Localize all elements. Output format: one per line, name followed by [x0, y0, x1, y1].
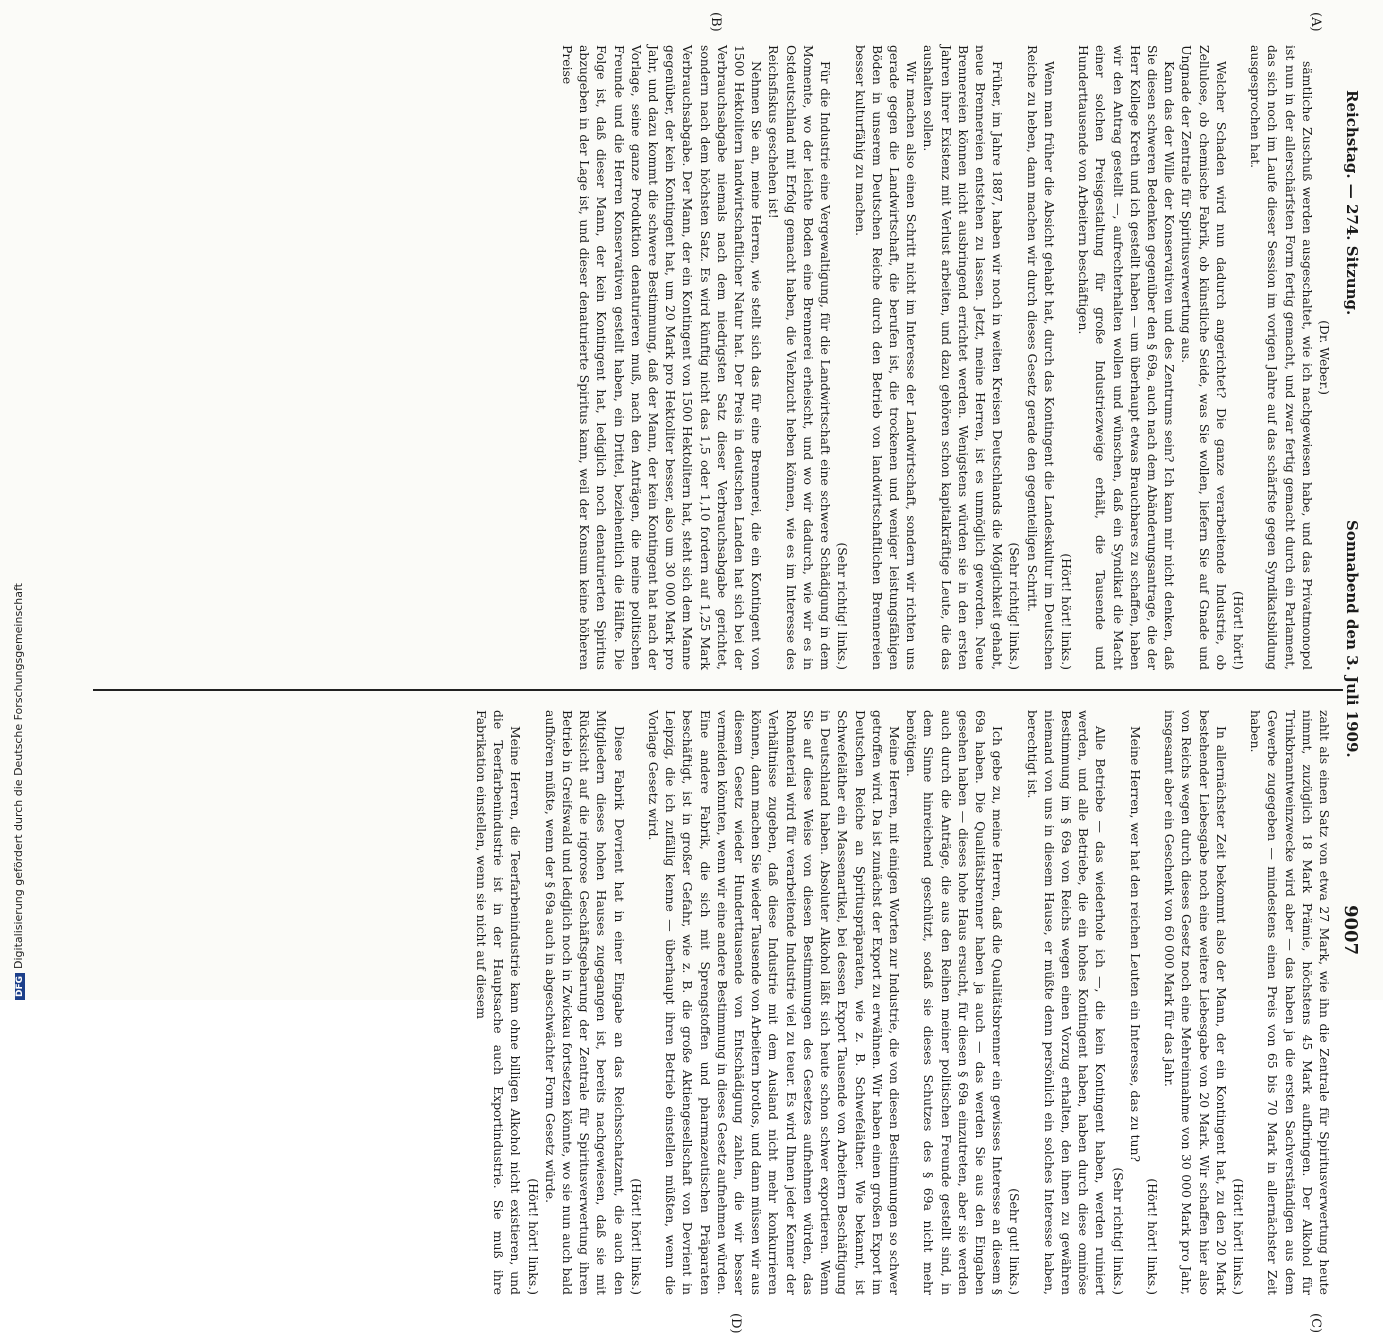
credit-strip [0, 0, 25, 1000]
dfg-logo: DFG [15, 973, 25, 1000]
paragraph: Wir machen also einen Schritt nicht im Interesse der Landwirtschaft, sondern wir richten uns gerade gegen die Landwirtschaft, die berufen ist, die trockenen und weniger leistungsfähigen Böden in unserem Deutschen Reiche durch den Betrieb von landwirtschaftlichen Brennereien besser kulturfähig zu machen. [852, 45, 920, 670]
paragraph: Früher, im Jahre 1887, haben wir noch in weiten Kreisen Deutschlands die Möglichkeit gehabt, neue Brennereien entstehen zu lassen. Jetzt, meine Herren, ist es unmöglich geworden. Neue Brennereien können nicht ausbringend errichtet werden. Wenigstens würden sie in den ersten Jahren ihrer Existenz mit Verlust arbeiten, und dazu gehören schon kapitalkräftige Leute, die das aushalten sollen. [921, 45, 1006, 670]
paragraph: Diese Fabrik Devrient hat in einer Eingabe an das Reichsschatzamt, die auch den Mitgliedern dieses hohen Hauses zugegangen ist, bereits nachgewiesen, daß sie mit Rücksicht auf die rigorose Geschäftsgebarung der Zentrale für Spiritusverwertung ihren Betrieb in Greifswald und lediglich noch in Zwickau fortsetzen könnte, wo sie nun auch bald aufhören müßte, wenn der § 69a auch in abgeschwächter Form Gesetz würde. [542, 710, 627, 1295]
interjection: (Sehr richtig! links.) [1110, 1167, 1126, 1295]
speaker-label: (Dr. Weber.) [1317, 320, 1332, 395]
page-number: 9007 [1340, 905, 1361, 956]
paragraph: Eine andere Fabrik, die sich mit Sprengstoffen und pharmazeutischen Präparaten beschäftigt, ist in großer Gefahr, wie z. B. die große Aktiengesellschaft von Devrient in Leipzig, die ich zufällig kenne — überhaupt ihren Betrieb einstellen müßten, wenn die Vorlage Gesetz wird. [646, 710, 713, 1295]
paragraph: Meine Herren, wer hat den reichen Leuten ein Interesse, das zu tun? [1127, 726, 1143, 1163]
paragraph: zahlt als einen Satz von etwa 27 Mark, wie ihn die Zentrale für Spiritusverwertung heute nimmt, zuzüglich 18 Mark Prämie, höchstens 45 Mark aufbringen. Der Alkohol für Trinkbranntweinzwecke wird aber — das haben ja die ersten Sachverständigen aus dem Gewerbe zugegeben — mindestens einen Preis von 65 bis 70 Mark in allernächster Zeit haben. [1248, 710, 1332, 1295]
paragraph: Alle Betriebe — das wiederhole ich —, die kein Kontingent haben, werden ruiniert werden, und alle Betriebe, die ein hohes Kontingent haben, haben durch diese ominöse Bestimmung im § 69a von Reichs wegen einen Vorzug erhalten, den ihnen zu gewähren niemand von uns in diesem Hause, er müßte denn persönlich ein solches Interesse haben, berechtigt ist. [1024, 710, 1109, 1295]
margin-mark-d: (D) [728, 1313, 743, 1334]
digitization-credit [12, 20, 25, 1000]
paragraph: Meine Herren, die Teerfarbenindustrie kann ohne billigen Alkohol nicht existieren, und die Teerfarbenindustrie ist in der Hauptsache auch Exportindustrie. Sie muß ihre Fabrikation einstellen, wenn sie nicht auf diesem [474, 710, 524, 1295]
interjection: (Sehr richtig! links.) [1007, 542, 1023, 670]
margin-mark-b: (B) [708, 12, 723, 32]
header-right: Sonnabend den 3. Juli 1909. [1343, 520, 1361, 758]
paragraph: Kann das der Wille der Konservativen und des Zentrums sein? Ich kann mir nicht denken, daß Sie diesen schweren Bedenken gegenüber den § 69a, auch nach dem Abänderungsantrage, die der Herr Kollege Kreth und ich gestellt haben — um überhaupt etwas Brauchbares zu schaffen, haben wir den Antrag gestellt —, aufrechterhalten wollen und wünschen, daß ein Syndikat die Macht einer solchen Preisgestaltung für große Industriezweige erhält, die Tausende und Hunderttausende von Arbeitern beschäftigen. [1076, 45, 1178, 670]
column-left [559, 45, 1333, 670]
paragraph: sämtliche Zuschuß werden ausgeschaltet, wie ich nachgewiesen habe, und das Privatmonopol ist nun in der allerschärfsten Form fertig gemacht, und zwar fertig gemacht durch ein Parlament, das sich noch im Laufe dieser Session im vorigen Jahre auf das schärfste gegen Syndikatsbildung ausgesprochen hat. [1248, 45, 1315, 670]
paragraph: Welcher Schaden wird nun dadurch angerichtet? Die ganze verarbeitende Industrie, ob Zellulose, ob chemische Fabrik, ob künstliche Seide, was Sie wollen, liefern Sie auf Gnade und Ungnade der Zentrale für Spiritusverwertung aus. [1179, 45, 1229, 670]
interjection: (Hört! hört! links.) [1058, 553, 1074, 670]
paragraph: Ich gebe zu, meine Herren, daß die Qualitätsbrenner ein gewisses Interesse an diesem § 69a haben. Die Qualitätsbrenner haben ja auch — das werden Sie aus den Eingaben gesehen haben — dieses hohe Haus ersucht, für diesen § 69a einzutreten, aber sie werden auch durch die Anträge, die aus den Reihen meiner politischen Freunde gestellt sind, in dem Sinne hinreichend geschützt, sodaß sie dieses Schutzes des § 69a nicht mehr benötigen. [904, 710, 1006, 1295]
column-rule [93, 689, 1343, 691]
paragraph: Für die Industrie eine Vergewaltigung, für die Landwirtschaft eine schwere Schädigung in dem Momente, wo der leichte Boden eine Brennerei erheischt, und wo wir dadurch, wie wir es in Ostdeutschland mit Erfolg gemacht haben, die Viehzucht heben können, wie es im Interesse des Reichsfiskus geschehen ist! [766, 45, 834, 670]
running-header [1341, 0, 1367, 1000]
paragraph: In allernächster Zeit bekommt also der Mann, der ein Kontingent hat, zu den 20 Mark bestehender Liebesgabe noch eine weitere Liebesgabe von 20 Mark. Wir schaffen hier also von Reichs wegen durch dieses Gesetz noch eine Mehreinnahme von 30 000 Mark pro Jahr, insgesamt aber ein Geschenk von 60 000 Mark für das Jahr. [1162, 710, 1229, 1295]
column-right [473, 710, 1333, 1295]
paragraph: Meine Herren, mit einigen Worten zur Industrie, die von diesen Bestimmungen so schwer getroffen wird. Da ist zunächst der Export zu erwähnen. Wir haben einen großen Export im Deutschen Reiche an Spirituspräparaten, wie z. B. Schwefeläther. Wie bekannt, ist Schwefeläther ein Massenartikel, bei dessen Export Tausende von Arbeitern Beschäftigung in Deutschland haben. Absoluter Alkohol läßt sich heute schon schwer exportieren. Wenn Sie auf diese Weise von diesen Bestimmungen des Gesetzes aufnehmen würden, das Rohmaterial wird für verarbeitende Industrie viel zu teuer. Es wird Ihnen jeder Kenner der Verhältnisse zugeben, daß diese Industrie mit dem Ausland nicht mehr konkurrieren können, dann machen Sie wieder Tausende von Arbeitern brotlos, und dann müssen wir aus diesem Gesetz wieder Hunderttausende von Entschädigung zahlen, die wir besser vermeiden könnten, wenn wir eine andere Bestimmung in dieses Gesetz aufnehmen würden. [714, 710, 902, 1295]
interjection: (Sehr richtig! links.) [835, 542, 851, 670]
header-left: Reichstag. — 274. Sitzung. [1343, 90, 1361, 316]
interjection: (Hört! hört! links.) [1144, 1178, 1160, 1295]
interjection: (Hört! hört! links.) [525, 1178, 541, 1295]
margin-mark-c: (C) [1308, 1313, 1323, 1334]
interjection: (Hört! hört! links.) [1230, 1178, 1246, 1295]
paragraph: Wenn man früher die Absicht gehabt hat, durch das Kontingent die Landeskultur im Deutschen Reiche zu heben, dann machen wir durch dieses Gesetz gerade den gegenteiligen Schritt. [1024, 45, 1057, 670]
margin-mark-a: (A) [1308, 12, 1323, 32]
interjection: (Sehr gut! links.) [1007, 1188, 1023, 1295]
interjection: (Hört! hört!) [1230, 590, 1246, 670]
credit-text: Digitalisierung gefördert durch die Deutsche Forschungsgemeinschaft [12, 583, 25, 969]
paragraph: Nehmen Sie an, meine Herren, wie stellt sich das für eine Brennerei, die ein Kontingent von 1500 Hektolitern landwirtschaftlicher Natur hat. Der Preis in deutschen Landen hat sich bei der Verbrauchsabgabe niemals nach dem niedrigsten Satz dieser Verbrauchsabgabe gerichtet, sondern nach dem höchsten Satz. Es wird künftig nicht das 1,5 oder 1,10 fordern auf 1,25 Mark Verbrauchsabgabe. Der Mann, der ein Kontingent von 1500 Hektolitern hat, steht sich dem Manne gegenüber, der kein Kontingent hat, um 20 Mark pro Hektoliter besser, also um 30 000 Mark pro Jahr, und dazu kommt die schwere Bestimmung, daß der Mann, der kein Kontingent hat nach der Vorlage, seine ganze Produktion denaturieren muß, nach den Anträgen, die meine politischen Freunde und die Herren Konservativen gestellt haben, ein Drittel, beziehentlich die Hälfte. Die Folge ist, daß dieser Mann, der kein Kontingent hat, lediglich noch denaturierten Spiritus abzugeben in der Lage ist, und dieser denaturierte Spiritus kann, weil der Konsum keine höheren Preise [560, 45, 765, 670]
interjection: (Hört! hört! links.) [628, 1178, 644, 1295]
